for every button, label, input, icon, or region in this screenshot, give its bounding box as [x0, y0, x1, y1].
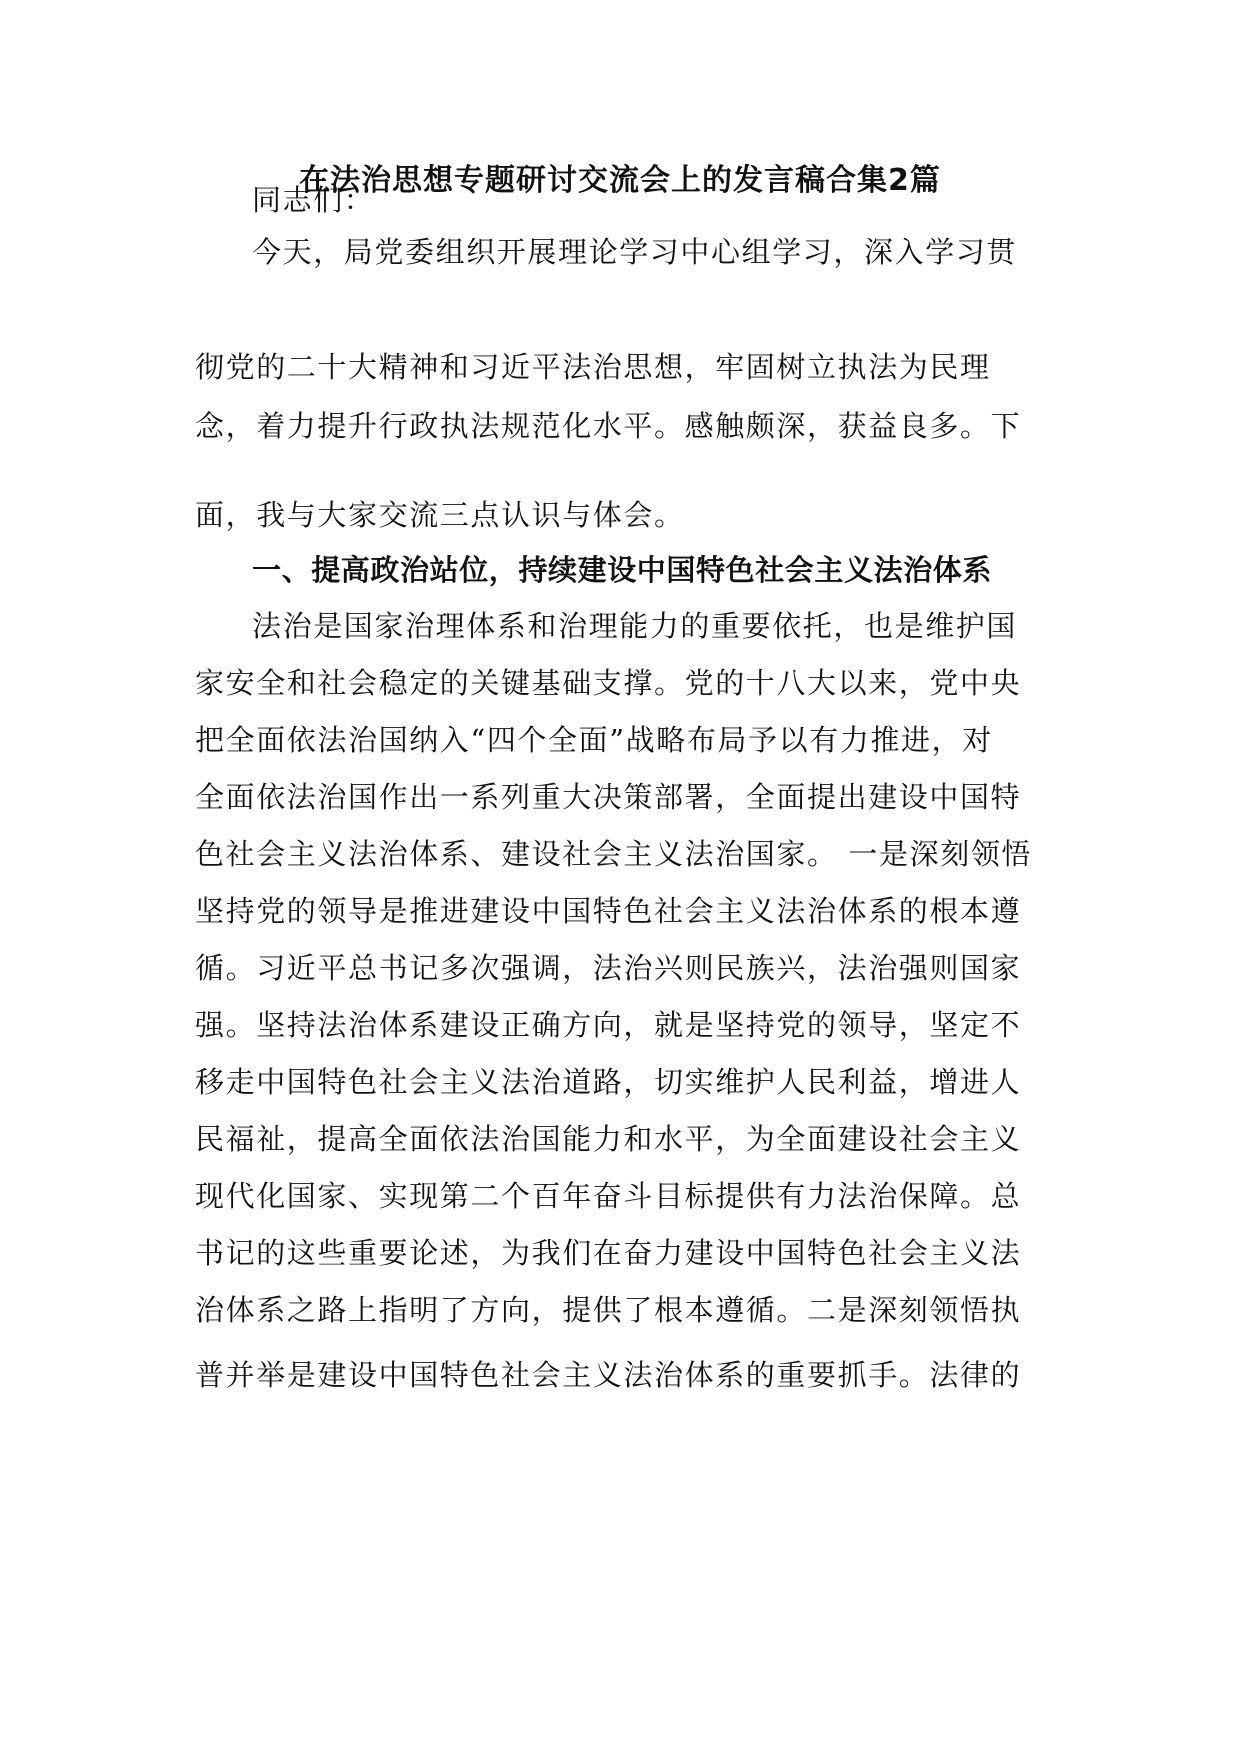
- paragraph-line: 色社会主义法治体系、建设社会主义法治国家。 一是深刻领悟: [195, 837, 1033, 871]
- paragraph-line: 面，我与大家交流三点认识与体会。: [195, 498, 685, 532]
- paragraph-line: 彻党的二十大精神和习近平法治思想，牢固树立执法为民理: [195, 350, 991, 384]
- paragraph-line: 把全面依法治国纳入“四个全面”战略布局予以有力推进，对: [195, 723, 993, 757]
- paragraph-line: 循。习近平总书记多次强调，法治兴则民族兴，法治强则国家: [195, 951, 1022, 985]
- paragraph-line: 家安全和社会稳定的关键基础支撑。党的十八大以来，党中央: [195, 666, 1022, 700]
- paragraph-line: 坚持党的领导是推进建设中国特色社会主义法治体系的根本遵: [195, 894, 1022, 928]
- paragraph-line: 法治是国家治理体系和治理能力的重要依托，也是维护国: [252, 609, 1018, 643]
- paragraph-line: 现代化国家、实现第二个百年奋斗目标提供有力法治保障。总: [195, 1179, 1022, 1213]
- paragraph-line: 今天，局党委组织开展理论学习中心组学习，深入学习贯: [252, 235, 1018, 269]
- paragraph-line: 念，着力提升行政执法规范化水平。感触颇深，获益良多。下: [195, 409, 1022, 443]
- paragraph-line: 治体系之路上指明了方向，提供了根本遵循。二是深刻领悟执: [195, 1293, 1022, 1327]
- paragraph-line: 移走中国特色社会主义法治道路，切实维护人民利益，增进人: [195, 1065, 1022, 1099]
- paragraph-line: 民福祉，提高全面依法治国能力和水平，为全面建设社会主义: [195, 1122, 1022, 1156]
- document-title: 在法治思想专题研讨交流会上的发言稿合集2篇: [299, 163, 941, 198]
- salutation: 同志们：: [252, 183, 375, 217]
- paragraph-line: 强。坚持法治体系建设正确方向，就是坚持党的领导，坚定不: [195, 1008, 1022, 1042]
- paragraph-line: 普并举是建设中国特色社会主义法治体系的重要抓手。法律的: [195, 1358, 1022, 1392]
- paragraph-line: 全面依法治国作出一系列重大决策部署，全面提出建设中国特: [195, 780, 1022, 814]
- paragraph-line: 书记的这些重要论述，为我们在奋力建设中国特色社会主义法: [195, 1236, 1022, 1270]
- section-heading: 一、提高政治站位，持续建设中国特色社会主义法治体系: [252, 553, 993, 587]
